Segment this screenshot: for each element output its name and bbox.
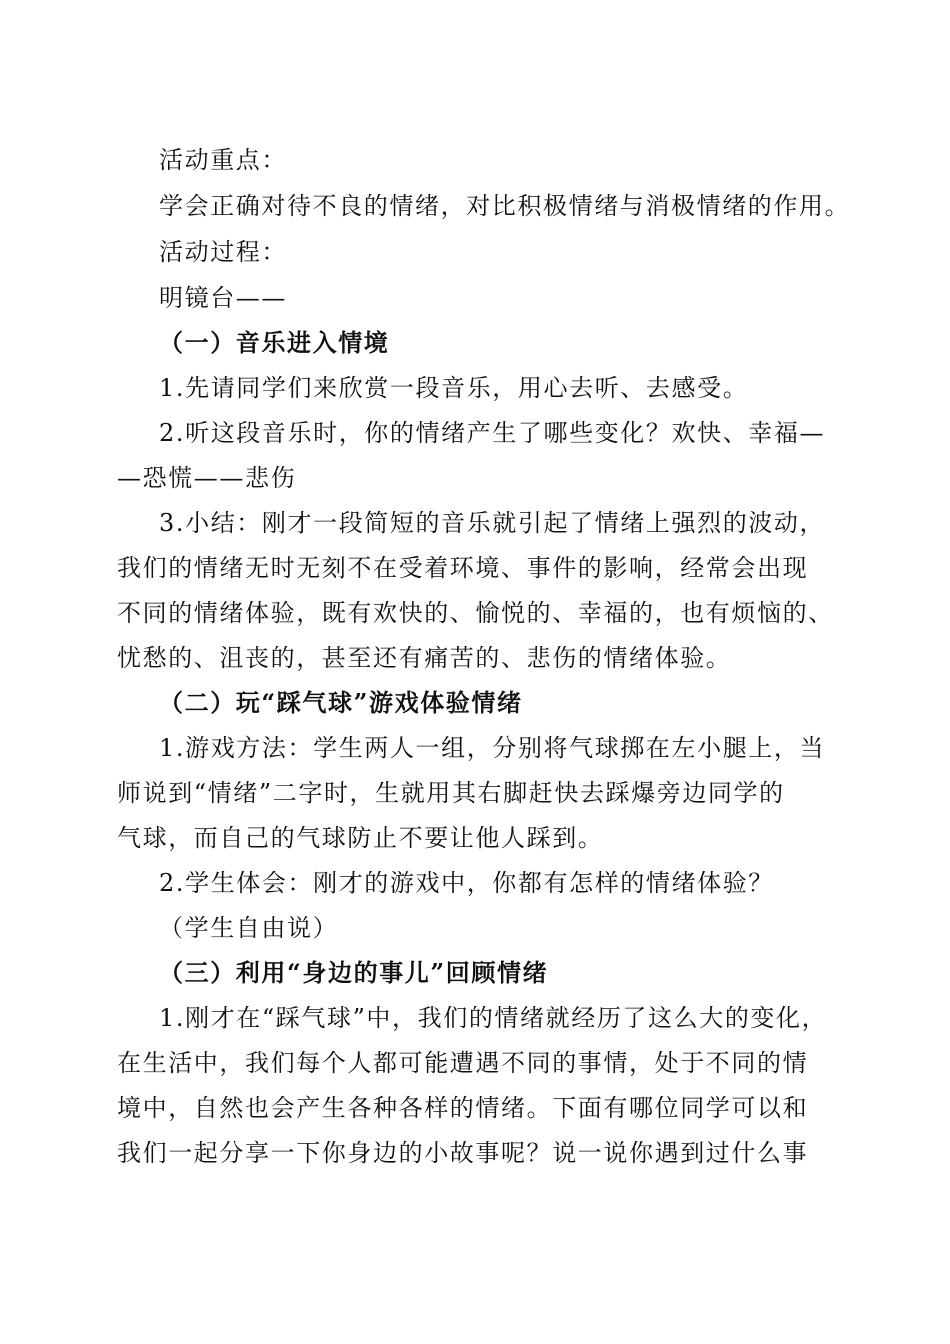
section-label-process: 活动过程： bbox=[159, 238, 287, 266]
paragraph-line: 1.游戏方法：学生两人一组，分别将气球掷在左小腿上，当 bbox=[159, 734, 826, 762]
paragraph-line: 气球，而自己的气球防止不要让他人踩到。 bbox=[117, 824, 604, 852]
paragraph-line: 忧愁的、沮丧的，甚至还有痛苦的、悲伤的情绪体验。 bbox=[117, 644, 732, 672]
paragraph-line: 师说到“情绪”二字时，生就用其右脚赶快去踩爆旁边同学的 bbox=[117, 779, 785, 807]
paragraph-line: 1.刚才在“踩气球”中，我们的情绪就经历了这么大的变化， bbox=[159, 1004, 828, 1032]
paragraph-line: 2.学生体会：刚才的游戏中，你都有怎样的情绪体验？ bbox=[159, 869, 774, 897]
subheading-daily-events: （三）利用“身边的事儿”回顾情绪 bbox=[159, 958, 549, 987]
subheading-balloon-game: （二）玩“踩气球”游戏体验情绪 bbox=[159, 688, 523, 717]
subheading-music: （一）音乐进入情境 bbox=[159, 328, 390, 357]
paragraph-line: （学生自由说） bbox=[159, 914, 339, 942]
paragraph-line: 我们一起分享一下你身边的小故事呢？说一说你遇到过什么事 bbox=[117, 1139, 809, 1167]
paragraph-line: 3.小结：刚才一段简短的音乐就引起了情绪上强烈的波动， bbox=[159, 509, 826, 537]
section-label-focus: 活动重点： bbox=[159, 146, 287, 174]
paragraph-line: 境中，自然也会产生各种各样的情绪。下面有哪位同学可以和 bbox=[117, 1094, 809, 1122]
paragraph-line: 不同的情绪体验，既有欢快的、愉悦的、幸福的，也有烦恼的、 bbox=[117, 599, 834, 627]
paragraph-line: —恐慌——悲伤 bbox=[117, 464, 297, 492]
paragraph-line: 我们的情绪无时无刻不在受着环境、事件的影响，经常会出现 bbox=[117, 554, 809, 582]
paragraph-line: 明镜台—— bbox=[159, 284, 287, 312]
paragraph-line: 学会正确对待不良的情绪，对比积极情绪与消极情绪的作用。 bbox=[159, 192, 851, 220]
paragraph-line: 在生活中，我们每个人都可能遭遇不同的事情，处于不同的情 bbox=[117, 1049, 809, 1077]
paragraph-line: 2.听这段音乐时，你的情绪产生了哪些变化？欢快、幸福— bbox=[159, 419, 826, 447]
paragraph-line: 1.先请同学们来欣赏一段音乐，用心去听、去感受。 bbox=[159, 374, 749, 402]
